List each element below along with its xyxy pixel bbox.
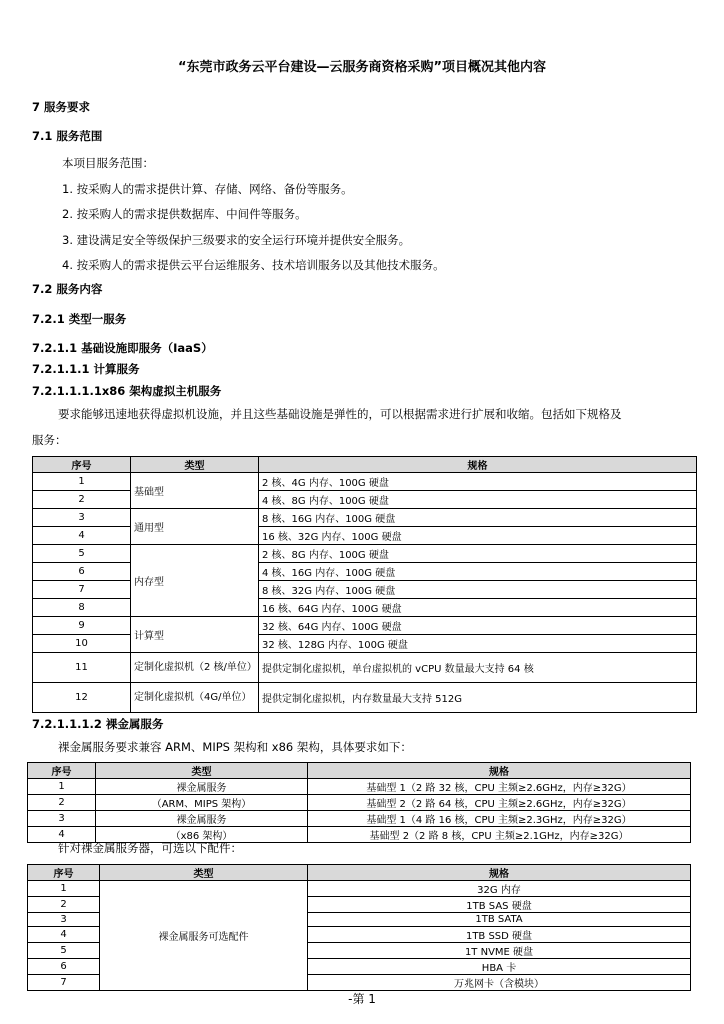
row-type: 计算型 xyxy=(131,617,259,653)
table-row xyxy=(33,683,697,713)
heading-7-2: 7.2 服务内容 xyxy=(32,282,103,296)
row-spec: 2 核、8G 内存、100G 硬盘 xyxy=(259,545,697,563)
row-no: 12 xyxy=(33,683,131,713)
row-spec: 1TB SAS 硬盘 xyxy=(308,897,691,913)
table-row xyxy=(33,509,697,527)
row-no: 1 xyxy=(33,473,131,491)
vm-description: 要求能够迅速地获得虚拟机设施，并且这些基础设施是弹性的，可以根据需求进行扩展和收缩。包括如下规格及 xyxy=(58,407,622,421)
table-row xyxy=(28,811,691,827)
document-title: “东莞市政务云平台建设—云服务商资格采购”项目概况其他内容 xyxy=(177,60,547,75)
header-no: 序号 xyxy=(28,865,100,881)
table-row xyxy=(28,779,691,795)
page-footer: -第 1 xyxy=(348,992,376,1006)
row-spec: 8 核、32G 内存、100G 硬盘 xyxy=(259,581,697,599)
row-type: 裸金属服务可选配件 xyxy=(100,881,308,991)
bare-metal-table xyxy=(27,762,691,843)
row-type: 通用型 xyxy=(131,509,259,545)
row-no: 3 xyxy=(28,913,100,927)
row-spec: 基础型 1（4 路 16 核，CPU 主频≥2.3GHz，内存≥32G） xyxy=(308,811,691,827)
table-row xyxy=(33,617,697,635)
row-no: 6 xyxy=(33,563,131,581)
table-row xyxy=(33,653,697,683)
heading-7-2-1-1-1-2: 7.2.1.1.1.2 裸金属服务 xyxy=(32,717,164,731)
heading-7: 7 服务要求 xyxy=(32,100,91,114)
row-type: （x86 架构） xyxy=(96,827,308,843)
bare-metal-parts-table xyxy=(27,864,691,991)
row-no: 4 xyxy=(28,927,100,943)
header-type: 类型 xyxy=(96,763,308,779)
header-spec: 规格 xyxy=(308,865,691,881)
header-no: 序号 xyxy=(33,457,131,473)
row-no: 2 xyxy=(33,491,131,509)
header-spec: 规格 xyxy=(259,457,697,473)
vm-spec-table xyxy=(32,456,697,713)
row-type: 内存型 xyxy=(131,545,259,617)
row-no: 1 xyxy=(28,779,96,795)
row-spec: 基础型 1（2 路 32 核，CPU 主频≥2.6GHz，内存≥32G） xyxy=(308,779,691,795)
row-no: 4 xyxy=(33,527,131,545)
row-spec: 4 核、16G 内存、100G 硬盘 xyxy=(259,563,697,581)
heading-7-1: 7.1 服务范围 xyxy=(32,129,103,143)
row-no: 5 xyxy=(33,545,131,563)
row-no: 10 xyxy=(33,635,131,653)
row-spec: 8 核、16G 内存、100G 硬盘 xyxy=(259,509,697,527)
heading-7-2-1-1: 7.2.1.1 基础设施即服务（IaaS） xyxy=(32,341,213,355)
scope-item: 3. 建设满足安全等级保护三级要求的安全运行环境并提供安全服务。 xyxy=(62,233,411,247)
header-type: 类型 xyxy=(100,865,308,881)
row-type: 裸金属服务 xyxy=(96,779,308,795)
row-spec: 32 核、128G 内存、100G 硬盘 xyxy=(259,635,697,653)
row-no: 3 xyxy=(28,811,96,827)
row-spec: 基础型 2（2 路 8 核，CPU 主频≥2.1GHz，内存≥32G） xyxy=(308,827,691,843)
row-no: 4 xyxy=(28,827,96,843)
bm-description: 裸金属服务要求兼容 ARM、MIPS 架构和 x86 架构，具体要求如下： xyxy=(58,740,412,754)
row-type: 基础型 xyxy=(131,473,259,509)
header-no: 序号 xyxy=(28,763,96,779)
row-spec: 2 核、4G 内存、100G 硬盘 xyxy=(259,473,697,491)
row-type: 定制化虚拟机（4G/单位） xyxy=(131,683,259,713)
row-no: 7 xyxy=(28,975,100,991)
row-spec: 1TB SSD 硬盘 xyxy=(308,927,691,943)
row-type: 定制化虚拟机（2 核/单位） xyxy=(131,653,259,683)
row-no: 2 xyxy=(28,795,96,811)
row-no: 11 xyxy=(33,653,131,683)
heading-7-2-1-1-1: 7.2.1.1.1 计算服务 xyxy=(32,362,140,376)
row-no: 2 xyxy=(28,897,100,913)
row-spec: 32 核、64G 内存、100G 硬盘 xyxy=(259,617,697,635)
vm-description-cont: 服务： xyxy=(32,433,67,447)
row-no: 6 xyxy=(28,959,100,975)
row-spec: 4 核、8G 内存、100G 硬盘 xyxy=(259,491,697,509)
row-spec: 16 核、64G 内存、100G 硬盘 xyxy=(259,599,697,617)
row-spec: 提供定制化虚拟机，内存数量最大支持 512G xyxy=(259,683,697,713)
row-no: 1 xyxy=(28,881,100,897)
heading-7-2-1: 7.2.1 类型一服务 xyxy=(32,312,127,326)
table-row xyxy=(33,545,697,563)
table-row xyxy=(28,795,691,811)
row-type: 裸金属服务 xyxy=(96,811,308,827)
row-spec: 1T NVME 硬盘 xyxy=(308,943,691,959)
row-no: 5 xyxy=(28,943,100,959)
scope-item: 4. 按采购人的需求提供云平台运维服务、技术培训服务以及其他技术服务。 xyxy=(62,258,445,272)
scope-item: 2. 按采购人的需求提供数据库、中间件等服务。 xyxy=(62,207,307,221)
row-spec: 16 核、32G 内存、100G 硬盘 xyxy=(259,527,697,545)
row-spec: 万兆网卡（含模块） xyxy=(308,975,691,991)
header-spec: 规格 xyxy=(308,763,691,779)
row-type: （ARM、MIPS 架构） xyxy=(96,795,308,811)
row-no: 3 xyxy=(33,509,131,527)
row-spec: 提供定制化虚拟机，单台虚拟机的 vCPU 数量最大支持 64 核 xyxy=(259,653,697,683)
scope-intro: 本项目服务范围： xyxy=(62,156,154,170)
table-row xyxy=(33,473,697,491)
row-spec: 基础型 2（2 路 64 核，CPU 主频≥2.6GHz，内存≥32G） xyxy=(308,795,691,811)
heading-7-2-1-1-1-1: 7.2.1.1.1.1x86 架构虚拟主机服务 xyxy=(32,384,222,398)
row-no: 9 xyxy=(33,617,131,635)
row-no: 8 xyxy=(33,599,131,617)
row-spec: HBA 卡 xyxy=(308,959,691,975)
row-no: 7 xyxy=(33,581,131,599)
scope-item: 1. 按采购人的需求提供计算、存储、网络、备份等服务。 xyxy=(62,182,353,196)
row-spec: 32G 内存 xyxy=(308,881,691,897)
header-type: 类型 xyxy=(131,457,259,473)
bm-parts-description: 针对裸金属服务器，可选以下配件： xyxy=(58,841,242,855)
row-spec: 1TB SATA xyxy=(308,913,691,927)
table-row xyxy=(28,881,691,897)
